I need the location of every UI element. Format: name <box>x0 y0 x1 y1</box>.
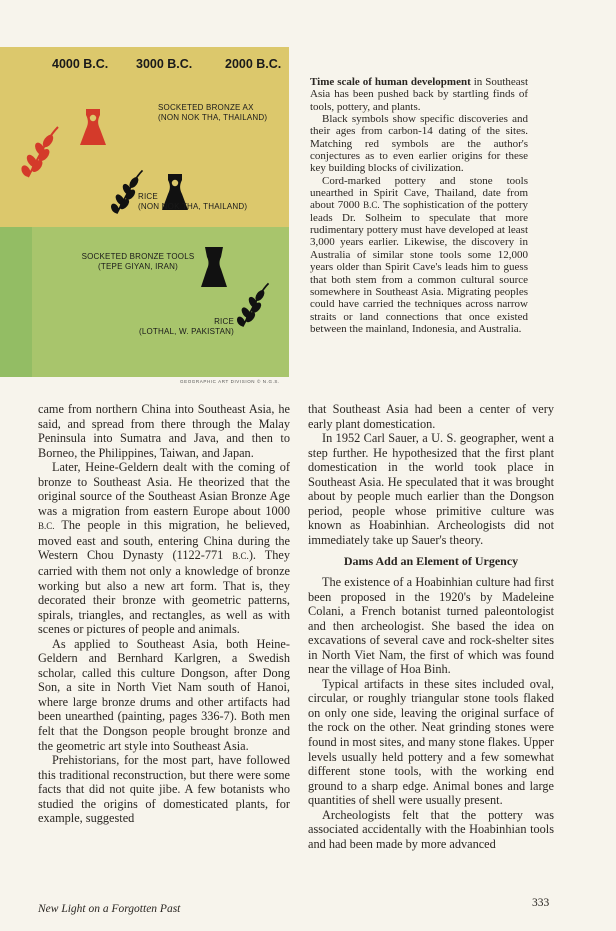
caption-p3-text-b: The sophistication of the pottery leads Dr. Solheim to speculate that more rudimentary pottery must have developed at least 3,000 years earlier. Likewise, the discovery in Australia of similar stone tools some 12,000 years older than Spirit Cave's leads him to guess that both stem from a common cultural source somewhere in Southeast Asia. Migrating peoples could have carried the techniques across narrow straits or land connections that once existed between the mainland, Indonesia, and Australia. <box>310 199 528 335</box>
caption-paragraph-2: Black symbols show specific discoveries and their ages from carbon-14 dating of the sites. Matching red symbols are the author's conjectures as to even earlier origins for these key building blocks of civilization. <box>310 113 528 175</box>
body-column-right <box>308 402 554 851</box>
figure-caption <box>310 76 528 335</box>
ax-red-icon <box>78 109 108 147</box>
label-rice2-line1: RICE <box>214 317 234 326</box>
caption-p3-text-a: Cord-marked pottery and stone tools unearthed in Spirit Cave, Thailand, date from about 7000 <box>310 174 528 212</box>
caption-paragraph-3 <box>310 175 528 335</box>
label-rice-line2: (NON NOK THA, THAILAND) <box>138 201 248 211</box>
section-heading: Dams Add an Element of Urgency <box>343 554 519 569</box>
label-socketed-bronze-ax <box>158 103 267 122</box>
right-paragraph-2: In 1952 Carl Sauer, a U. S. geographer, went a step further. He hypothesized that the first plant domestication in the world took place in Southeast Asia. He speculated that it was brought about by people much earlier than the Dongson period, people whose primitive culture was known as Hoabinhian. Archeologists did not immediately take up Sauer's theory. <box>308 431 554 547</box>
right-paragraph-1: that Southeast Asia had been a center of very early plant domestication. <box>308 402 554 431</box>
left-p2-text-c: ). They carried with them not only a knowledge of bronze working but also a new art form. That is, they decorated their bronze with geometric patterns, spirals, triangles, and rectangles, as well as with scenes or pictures of people and animals. <box>38 548 290 637</box>
left-p2-text-b: The people in this migration, he believed, moved east and south, entering China during the Western Chou Dynasty (1122-771 <box>38 518 290 563</box>
rice-black-icon-2 <box>234 277 272 333</box>
label-socketed-bronze-tools <box>78 252 198 271</box>
label-tools-line2: (TEPE GIYAN, IRAN) <box>98 261 178 271</box>
bronze-tool-black-icon <box>199 247 229 289</box>
running-footer-title: New Light on a Forgotten Past <box>38 903 181 915</box>
figure-credit: GEOGRAPHIC ART DIVISION © N.G.S. <box>180 379 280 384</box>
timeline-figure <box>0 47 289 377</box>
left-p2-bc-1: B.C. <box>38 521 55 532</box>
left-paragraph-3: As applied to Southeast Asia, both Heine-Geldern and Bernhard Karlgren, a Swedish scholar, called this culture Dongson, after Dong Son, a site in North Viet Nam south of Hanoi, where large bronze drums and other artifacts had been unearthed (painting, pages 336-7). Both men felt that the Dongson people brought bronze and the geometric art style into Southeast Asia. <box>38 636 290 753</box>
left-paragraph-2 <box>38 460 290 637</box>
label-ax-line1: SOCKETED BRONZE AX <box>158 103 254 112</box>
caption-paragraph-1 <box>310 76 528 113</box>
right-paragraph-4: Typical artifacts in these sites included oval, circular, or roughly triangular stone tools flaked on only one side, leaving the original surface of the rock on the other. Neat grinding stones were found in most sites, and many stone flakes. Upper levels usually held pottery and a few somewhat different stone tools, with the working end ground to a sharp edge. Animal bones and large quantities of shell were usually present. <box>308 676 554 808</box>
label-rice-non-nok-tha <box>138 192 247 211</box>
era-label-4000: 4000 B.C. <box>52 57 109 71</box>
left-paragraph-1: came from northern China into Southeast Asia, he said, and spread from there through the Malay Peninsula into Sumatra and Java, and then to Borneo, the Philippines, Taiwan, and Japan. <box>38 402 290 460</box>
label-tools-line1: SOCKETED BRONZE TOOLS <box>81 252 195 261</box>
left-p2-text-a: Later, Heine-Geldern dealt with the coming of bronze to Southeast Asia. He theorized that the original source of the Southeast Asian Bronze Age was a migration from eastern Europe about 1000 <box>38 460 290 518</box>
era-label-3000: 3000 B.C. <box>136 57 193 71</box>
figure-lower-band-edge <box>0 227 32 377</box>
caption-p1-text: in Southeast Asia has been pushed back by startling finds of tools, pottery, and plants. <box>310 76 528 113</box>
rice-red-icon <box>18 123 62 181</box>
label-ax-line2: (NON NOK THA, THAILAND) <box>158 112 268 122</box>
label-rice-lothal <box>128 317 234 336</box>
left-paragraph-4: Prehistorians, for the most part, have followed this traditional reconstruction, but there were some facts that did not quite jibe. A few botanists who studied the origins of domesticated plants, for example, suggested <box>38 753 290 826</box>
right-paragraph-3: The existence of a Hoabinhian culture had first been proposed in the 1920's by Madeleine Colani, a French botanist turned paleontologist and then archeologist. She based the idea on excavations of several cave and rock-shelter sites in North Viet Nam, the first of which was found near the village of Hoa Binh. <box>308 575 554 677</box>
left-p2-bc-2: B.C. <box>232 551 249 562</box>
label-rice2-line2: (LOTHAL, W. PAKISTAN) <box>138 326 234 336</box>
caption-lead: Time scale of human development <box>310 76 471 88</box>
right-paragraph-5: Archeologists felt that the pottery was associated accidentally with the Hoabinhian tools and had been made by more advanced <box>308 807 554 851</box>
page-number: 333 <box>532 897 550 909</box>
label-rice-line1: RICE <box>138 192 158 201</box>
body-column-left <box>38 402 290 826</box>
caption-p3-bc: B.C. <box>363 200 380 211</box>
era-label-2000: 2000 B.C. <box>225 57 282 71</box>
